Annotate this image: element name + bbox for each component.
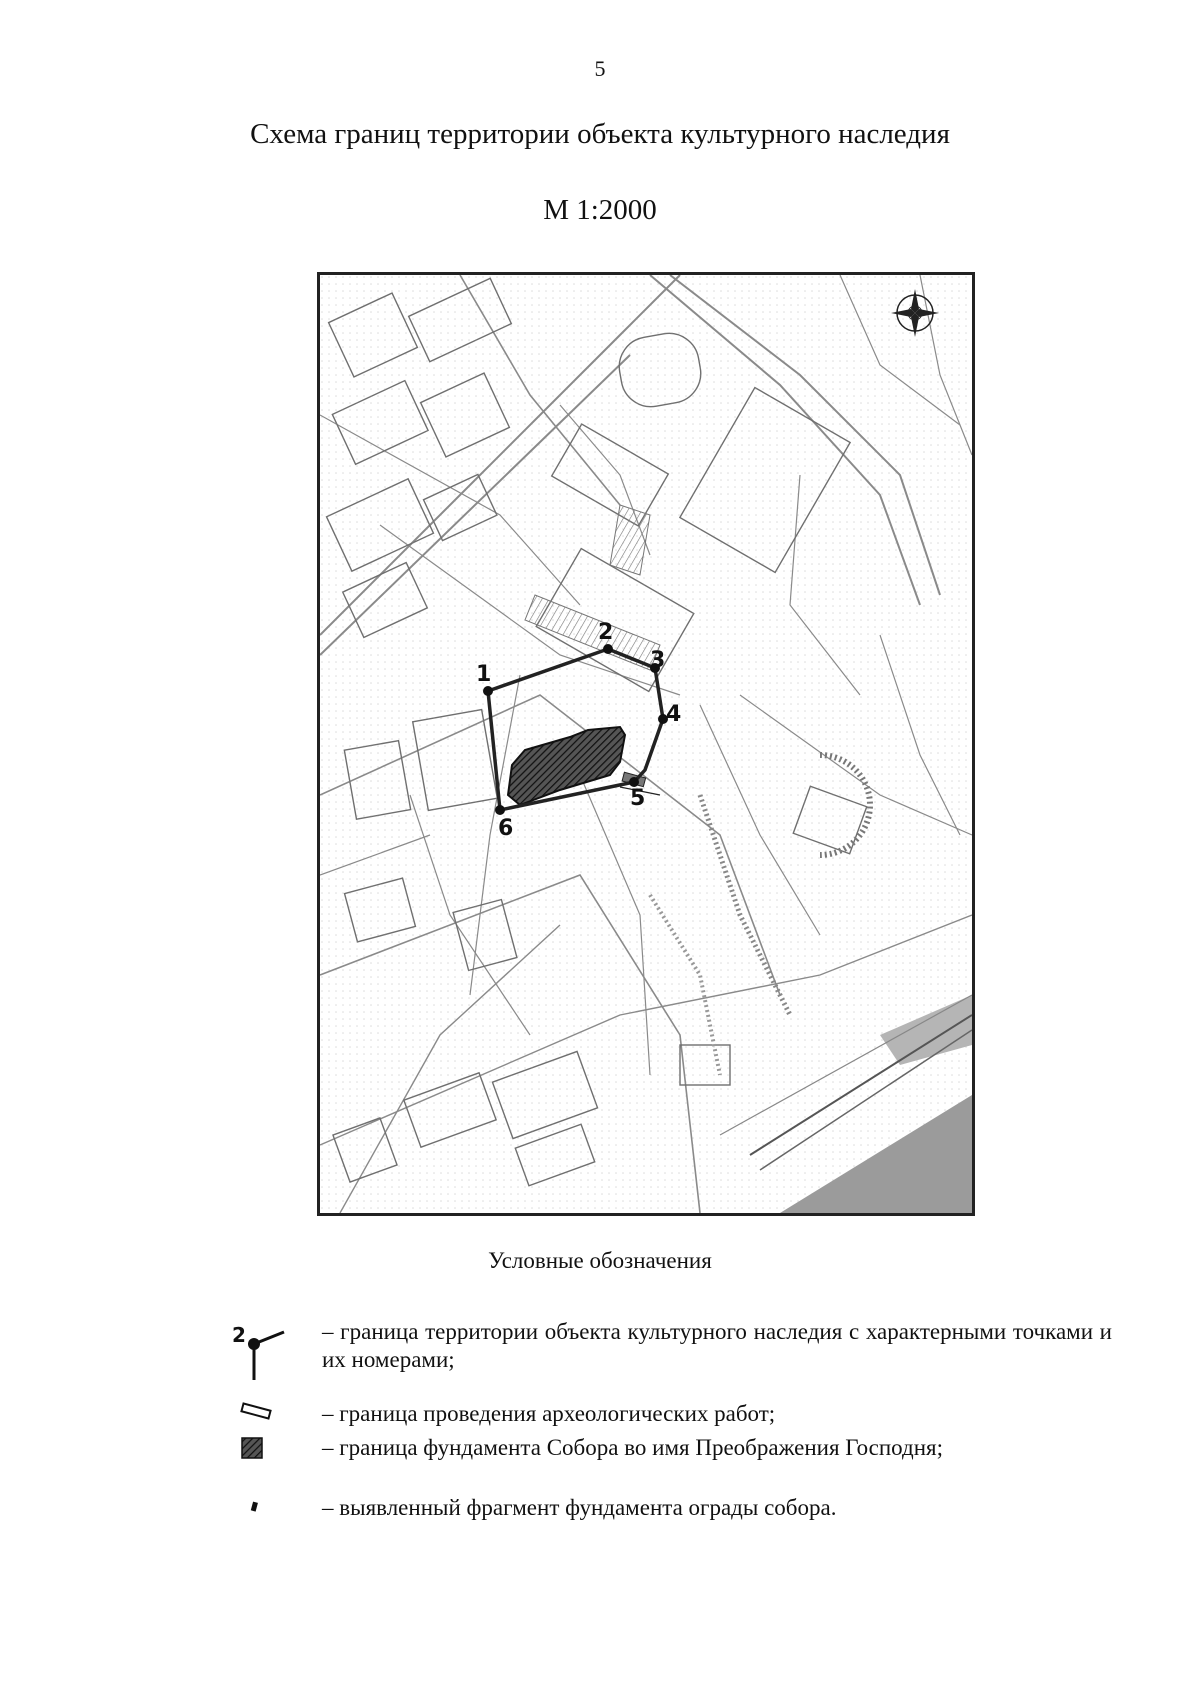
legend-text-boundary: – граница территории объекта культурного наследия с характерными точками и их номерами;: [322, 1319, 1112, 1372]
page-title: Схема границ территории объекта культурного наследия: [250, 118, 950, 150]
legend-item-fragment: [232, 1494, 1112, 1524]
hatched-square-icon: [240, 1436, 280, 1460]
boundary-point-icon: [232, 1318, 302, 1388]
point-label-4: 4: [666, 702, 682, 727]
point-label-1: 1: [476, 662, 492, 687]
excavation-outline-icon: [238, 1402, 278, 1422]
point-label-5: 5: [630, 786, 646, 811]
boundary-point-6: [495, 805, 505, 815]
point-label-3: 3: [650, 648, 666, 673]
slope-hatching: [320, 275, 972, 1213]
fragment-dot-icon: [250, 1498, 290, 1522]
legend-item-excavation: [232, 1400, 1112, 1430]
boundary-point-2: [603, 644, 613, 654]
point-label-2: 2: [598, 620, 614, 645]
legend-text-excavation: – граница проведения археологических работ;: [322, 1401, 776, 1426]
point-label-6: 6: [498, 816, 514, 841]
legend-text-fragment: – выявленный фрагмент фундамента ограды собора.: [322, 1495, 837, 1520]
legend-item-boundary: [232, 1318, 1112, 1388]
legend-text-foundation: – граница фундамента Собора во имя Преображения Господня;: [322, 1435, 943, 1460]
map-canvas: [320, 275, 972, 1213]
legend-title: Условные обозначения: [488, 1248, 712, 1273]
page-number: 5: [594, 56, 606, 81]
map-scale: М 1:2000: [543, 194, 657, 226]
site-map: [317, 272, 975, 1216]
legend-item-foundation: [232, 1434, 1112, 1464]
boundary-point-1: [483, 686, 493, 696]
legend-point-number: 2: [232, 1323, 246, 1347]
